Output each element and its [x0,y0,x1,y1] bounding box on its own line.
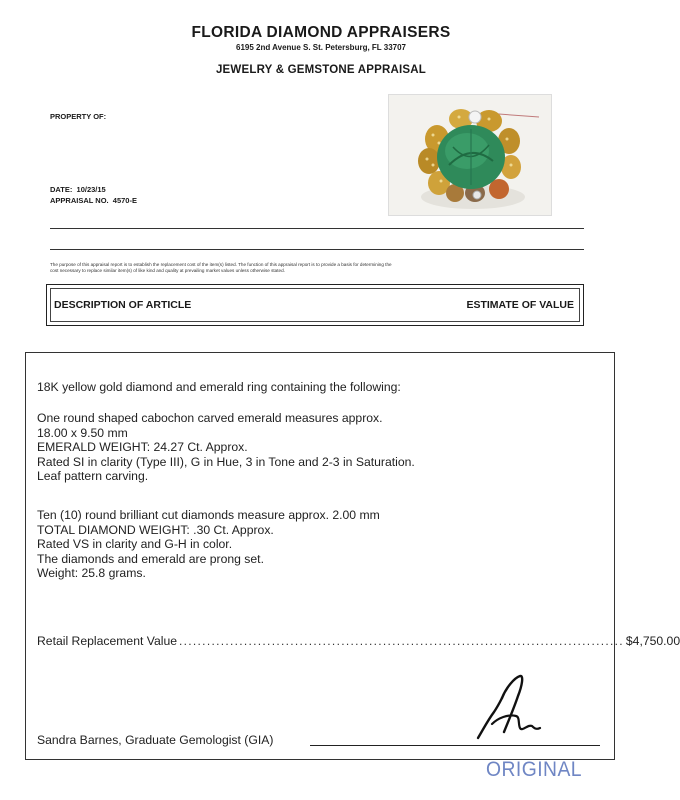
purpose-line: The purpose of this appraisal report is to establish the replacement cost of the item(s) listed. The function of this appraisal report is to provide a basis for determining the [50,262,392,267]
leader-dots: ................................................................................................ [179,634,624,648]
diamond-line: Rated VS in clarity and G-H in color. [37,537,233,552]
retail-value-label: Retail Replacement Value [37,634,178,648]
emerald-line: Rated SI in clarity (Type III), G in Hue, 3 in Tone and 2-3 in Saturation. [37,454,415,469]
emerald-details [37,411,415,484]
column-header-box [46,284,584,326]
divider-line [50,249,584,250]
company-address: 6195 2nd Avenue S. St. Petersburg, FL 33707 [236,43,406,52]
appraisal-number-label: APPRAISAL NO. [50,196,109,205]
date-value: 10/23/15 [76,185,106,194]
original-stamp: ORIGINAL [486,758,583,781]
description-header: DESCRIPTION OF ARTICLE [54,299,192,311]
company-name: FLORIDA DIAMOND APPRAISERS [191,24,451,41]
property-of-label: PROPERTY OF: [50,112,107,121]
emerald-line: EMERALD WEIGHT: 24.27 Ct. Approx. [37,440,248,455]
estimate-header: ESTIMATE OF VALUE [466,299,574,311]
description-intro: 18K yellow gold diamond and emerald ring containing the following: [37,380,401,394]
diamond-line: The diamonds and emerald are prong set. [37,551,264,566]
appraiser-name: Sandra Barnes, Graduate Gemologist (GIA) [37,733,274,747]
date-row [50,185,106,194]
diamond-line: TOTAL DIAMOND WEIGHT: .30 Ct. Approx. [37,522,274,537]
emerald-line: Leaf pattern carving. [37,469,149,484]
appraisal-number-row [50,196,137,205]
emerald-ring-photo [388,94,552,216]
diamond-details [37,508,380,581]
retail-value-row [37,634,680,649]
signature-scribble [474,672,554,744]
ring-illustration [389,95,551,215]
signature-mark [474,672,554,749]
purpose-line: cost necessary to replace similar item(s) of like kind and quality at prevailing market values unless otherwise stated. [50,268,285,274]
column-header-inner [50,288,580,322]
emerald-line: 18.00 x 9.50 mm [37,425,128,440]
document-title: JEWELRY & GEMSTONE APPRAISAL [215,64,427,76]
date-label: DATE: [50,185,73,194]
diamond-line: Ten (10) round brilliant cut diamonds measure approx. 2.00 mm [37,508,380,522]
emerald-line: One round shaped cabochon carved emerald measures approx. [37,411,383,425]
appraisal-number-value: 4570-E [112,196,137,205]
purpose-statement [50,262,580,274]
retail-value-amount: $4,750.00 [625,634,680,648]
diamond-line: Weight: 25.8 grams. [37,566,146,581]
signature-line [310,745,600,746]
divider-line [50,228,584,229]
